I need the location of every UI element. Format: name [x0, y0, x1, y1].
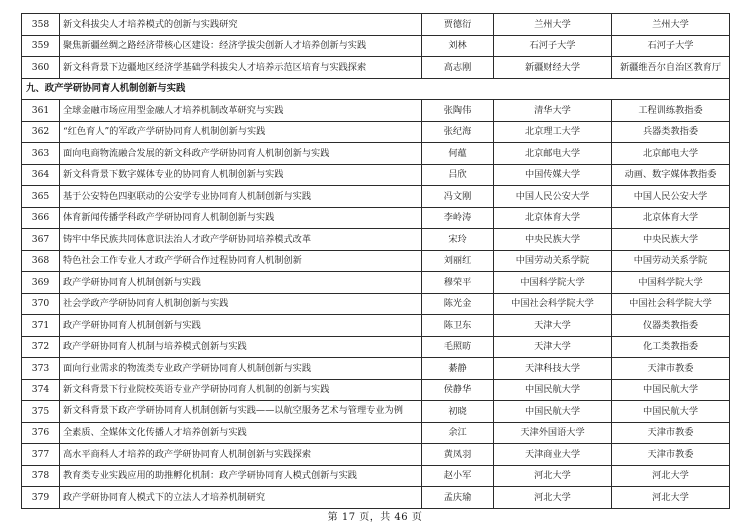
- leader-name: 刘丽红: [422, 250, 494, 272]
- institution: 中央民族大学: [494, 229, 612, 251]
- table-row: [22, 422, 730, 444]
- project-title: 新文科拔尖人才培养模式的创新与实践研究: [60, 14, 422, 36]
- institution: 兰州大学: [494, 14, 612, 36]
- table-row: [22, 336, 730, 358]
- table-row: [22, 207, 730, 229]
- row-number: 376: [22, 422, 60, 444]
- leader-name: 毛照昉: [422, 336, 494, 358]
- row-number: 372: [22, 336, 60, 358]
- recommending-unit: 兰州大学: [612, 14, 730, 36]
- row-number: 359: [22, 35, 60, 57]
- recommending-unit: 仪器类教指委: [612, 315, 730, 337]
- row-number: 368: [22, 250, 60, 272]
- project-title: 全球金融市场应用型金融人才培养机制改革研究与实践: [60, 100, 422, 122]
- row-number: 362: [22, 121, 60, 143]
- institution: 天津科技大学: [494, 358, 612, 380]
- recommending-unit: 中国民航大学: [612, 401, 730, 423]
- institution: 新疆财经大学: [494, 57, 612, 79]
- table-row: [22, 14, 730, 36]
- leader-name: 侯静华: [422, 379, 494, 401]
- recommending-unit: 北京邮电大学: [612, 143, 730, 165]
- institution: 中国人民公安大学: [494, 186, 612, 208]
- leader-name: 穆荣平: [422, 272, 494, 294]
- leader-name: 张陶伟: [422, 100, 494, 122]
- row-number: 370: [22, 293, 60, 315]
- project-title: 新文科背景下边疆地区经济学基础学科拔尖人才培养示范区培育与实践探索: [60, 57, 422, 79]
- leader-name: 刘林: [422, 35, 494, 57]
- table-row: [22, 465, 730, 487]
- institution: 石河子大学: [494, 35, 612, 57]
- row-number: 361: [22, 100, 60, 122]
- section-heading: 九、政产学研协同育人机制创新与实践: [22, 78, 730, 100]
- project-title: 铸牢中华民族共同体意识法治人才政产学研协同培养模式改革: [60, 229, 422, 251]
- institution: 天津大学: [494, 315, 612, 337]
- table-row: [22, 229, 730, 251]
- row-number: 364: [22, 164, 60, 186]
- table-body-main: [22, 100, 730, 509]
- leader-name: 贾德衍: [422, 14, 494, 36]
- leader-name: 何蕴: [422, 143, 494, 165]
- project-title: 政产学研协同育人模式下的立法人才培养机制研究: [60, 487, 422, 509]
- leader-name: 陈光金: [422, 293, 494, 315]
- recommending-unit: 中央民族大学: [612, 229, 730, 251]
- table-row: [22, 100, 730, 122]
- recommending-unit: 中国人民公安大学: [612, 186, 730, 208]
- row-number: 358: [22, 14, 60, 36]
- project-title: 高水平商科人才培养的政产学研协同育人机制创新与实践探索: [60, 444, 422, 466]
- row-number: 365: [22, 186, 60, 208]
- project-title: 新文科背景下行业院校英语专业产学研协同育人机制的创新与实践: [60, 379, 422, 401]
- leader-name: 张纪海: [422, 121, 494, 143]
- recommending-unit: 中国科学院大学: [612, 272, 730, 294]
- row-number: 375: [22, 401, 60, 423]
- institution: 中国民航大学: [494, 401, 612, 423]
- section-heading-body: [22, 78, 730, 100]
- row-number: 367: [22, 229, 60, 251]
- project-title: 体育新闻传播学科政产学研协同育人机制创新与实践: [60, 207, 422, 229]
- recommending-unit: 石河子大学: [612, 35, 730, 57]
- document-sheet: [21, 13, 729, 509]
- project-title: 面向电商物流融合发展的新文科政产学研协同育人机制创新与实践: [60, 143, 422, 165]
- institution: 北京体育大学: [494, 207, 612, 229]
- row-number: 378: [22, 465, 60, 487]
- project-table: [21, 13, 730, 509]
- institution: 中国民航大学: [494, 379, 612, 401]
- leader-name: 陈卫东: [422, 315, 494, 337]
- project-title: 基于公安特色四驱联动的公安学专业协同育人机制创新与实践: [60, 186, 422, 208]
- project-title: 新文科背景下数字媒体专业的协同育人机制创新与实践: [60, 164, 422, 186]
- row-number: 373: [22, 358, 60, 380]
- institution: 河北大学: [494, 487, 612, 509]
- recommending-unit: 河北大学: [612, 465, 730, 487]
- project-title: 新文科背景下政产学研协同育人机制创新与实践——以航空服务艺术与管理专业为例: [60, 401, 422, 423]
- project-title: 政产学研协同育人机制创新与实践: [60, 315, 422, 337]
- row-number: 360: [22, 57, 60, 79]
- table-row: [22, 57, 730, 79]
- recommending-unit: 兵器类教指委: [612, 121, 730, 143]
- institution: 天津外国语大学: [494, 422, 612, 444]
- leader-name: 初晓: [422, 401, 494, 423]
- leader-name: 宋玲: [422, 229, 494, 251]
- recommending-unit: 北京体育大学: [612, 207, 730, 229]
- institution: 清华大学: [494, 100, 612, 122]
- recommending-unit: 动画、数字媒体教指委: [612, 164, 730, 186]
- recommending-unit: 工程训练教指委: [612, 100, 730, 122]
- row-number: 363: [22, 143, 60, 165]
- table-row: [22, 315, 730, 337]
- leader-name: 余江: [422, 422, 494, 444]
- row-number: 369: [22, 272, 60, 294]
- leader-name: 黄凤羽: [422, 444, 494, 466]
- institution: 中国劳动关系学院: [494, 250, 612, 272]
- institution: 中国社会科学院大学: [494, 293, 612, 315]
- leader-name: 李岭涛: [422, 207, 494, 229]
- row-number: 377: [22, 444, 60, 466]
- recommending-unit: 中国劳动关系学院: [612, 250, 730, 272]
- leader-name: 吕欣: [422, 164, 494, 186]
- recommending-unit: 天津市教委: [612, 358, 730, 380]
- project-title: 聚焦新疆丝绸之路经济带核心区建设：经济学拔尖创新人才培养创新与实践: [60, 35, 422, 57]
- recommending-unit: 中国社会科学院大学: [612, 293, 730, 315]
- recommending-unit: 新疆维吾尔自治区教育厅: [612, 57, 730, 79]
- table-row: [22, 358, 730, 380]
- leader-name: 綦静: [422, 358, 494, 380]
- project-title: 特色社会工作专业人才政产学研合作过程协同育人机制创新: [60, 250, 422, 272]
- recommending-unit: 中国民航大学: [612, 379, 730, 401]
- project-title: 全素质、全媒体文化传播人才培养创新与实践: [60, 422, 422, 444]
- table-row: [22, 250, 730, 272]
- table-row: [22, 293, 730, 315]
- leader-name: 赵小军: [422, 465, 494, 487]
- recommending-unit: 天津市教委: [612, 422, 730, 444]
- page-footer: 第 17 页，共 46 页: [327, 512, 423, 523]
- row-number: 379: [22, 487, 60, 509]
- row-number: 366: [22, 207, 60, 229]
- institution: 天津商业大学: [494, 444, 612, 466]
- leader-name: 冯文刚: [422, 186, 494, 208]
- table-row: [22, 487, 730, 509]
- project-title: 教育类专业实践应用的助推孵化机制：政产学研协同育人模式创新与实践: [60, 465, 422, 487]
- project-title: 社会学政产学研协同育人机制创新与实践: [60, 293, 422, 315]
- institution: 天津大学: [494, 336, 612, 358]
- institution: 河北大学: [494, 465, 612, 487]
- table-row: [22, 272, 730, 294]
- leader-name: 高志刚: [422, 57, 494, 79]
- institution: 北京邮电大学: [494, 143, 612, 165]
- table-row: [22, 401, 730, 423]
- row-number: 371: [22, 315, 60, 337]
- institution: 中国传媒大学: [494, 164, 612, 186]
- table-row: [22, 379, 730, 401]
- table-row: [22, 186, 730, 208]
- table-row: [22, 164, 730, 186]
- project-title: 面向行业需求的物流类专业政产学研协同育人机制创新与实践: [60, 358, 422, 380]
- institution: 北京理工大学: [494, 121, 612, 143]
- recommending-unit: 河北大学: [612, 487, 730, 509]
- table-row: [22, 35, 730, 57]
- institution: 中国科学院大学: [494, 272, 612, 294]
- recommending-unit: 化工类教指委: [612, 336, 730, 358]
- table-row: [22, 444, 730, 466]
- project-title: “红色育人”的军政产学研协同育人机制创新与实践: [60, 121, 422, 143]
- table-body-top: [22, 14, 730, 79]
- table-row: [22, 143, 730, 165]
- table-row: [22, 121, 730, 143]
- leader-name: 孟庆瑜: [422, 487, 494, 509]
- project-title: 政产学研协同育人机制与培养模式创新与实践: [60, 336, 422, 358]
- recommending-unit: 天津市教委: [612, 444, 730, 466]
- section-heading-row: [22, 78, 730, 100]
- project-title: 政产学研协同育人机制创新与实践: [60, 272, 422, 294]
- row-number: 374: [22, 379, 60, 401]
